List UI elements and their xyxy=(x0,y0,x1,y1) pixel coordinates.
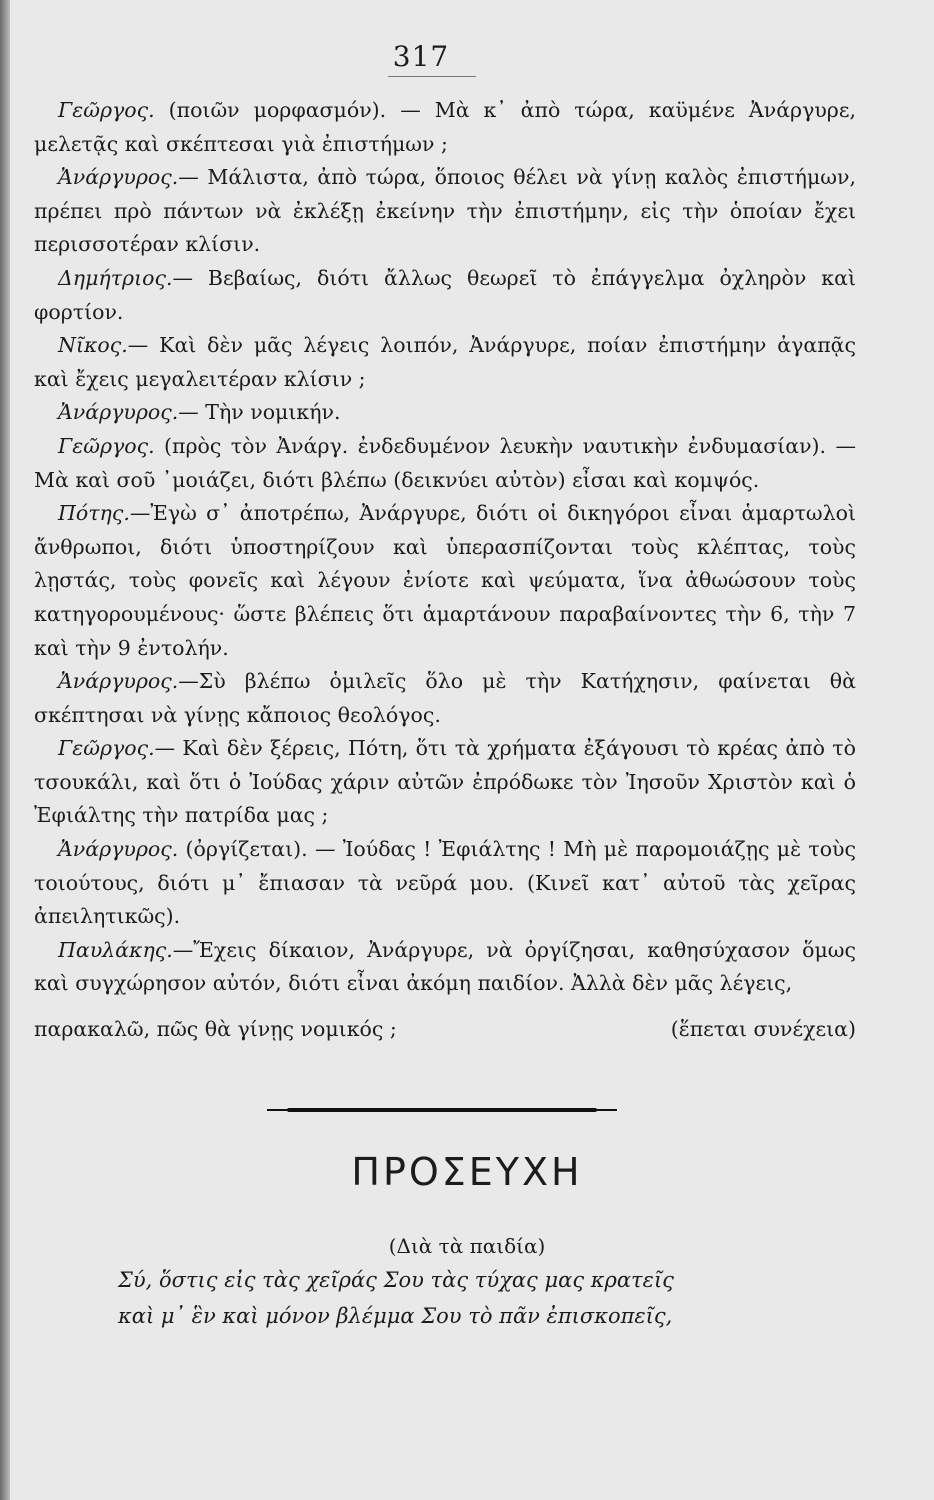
page-number: 317 xyxy=(392,40,450,73)
book-binding-edge xyxy=(0,0,10,1500)
speech-text: —Ἐγὼ σ᾽ ἀποτρέπω, Ἀνάργυρε, διότι οἱ δικηγόροι εἶναι ἁμαρτωλοὶ ἄνθρωποι, διότι ὑποστηρίζουν καὶ ὑπερασπίζονται τοὺς κλέπτας, τοὺς λῃστάς, τοὺς φονεῖς καὶ λέγουν ἐνίοτε καὶ ψεύματα, ἵνα ἀθωώσουν τοὺς κατηγορουμένους· ὥστε βλέπεις ὅτι ἁμαρτάνουν παραβαίνοντες τὴν 6, τὴν 7 καὶ τὴν 9 ἐντολήν. xyxy=(34,501,856,660)
dialogue-paragraph xyxy=(34,329,856,396)
speaker-name: Παυλάκης. xyxy=(58,937,173,962)
dialogue-paragraph xyxy=(34,497,856,665)
poem-line: καὶ μ᾽ ἓν καὶ μόνον βλέμμα Σου τὸ πᾶν ἐπισκοπεῖς, xyxy=(118,1304,673,1328)
speech-text: (ποιῶν μορφασμόν). — Μὰ κ᾽ ἀπὸ τώρα, καϋμένε Ἀνάργυρε, μελετᾷς καὶ σκέπτεσαι γιὰ ἐπιστήμων ; xyxy=(34,98,856,156)
speech-text: (ὀργίζεται). — Ἰούδας ! Ἐφιάλτης ! Μὴ μὲ παρομοιάζῃς μὲ τοὺς τοιούτους, διότι μ᾽ ἔπιασαν τὰ νεῦρά μου. (Κινεῖ κατ᾽ αὐτοῦ τὰς χεῖρας ἀπειλητικῶς). xyxy=(34,837,856,929)
speaker-name: Γεῶργος. xyxy=(58,736,155,761)
speaker-name: Γεῶργος. xyxy=(58,98,155,122)
speech-text: — Μάλιστα, ἀπὸ τώρα, ὅποιος θέλει νὰ γίνῃ καλὸς ἐπιστήμων, πρέπει πρὸ πάντων νὰ ἐκλέξῃ ἐκείνην τὴν ἐπιστήμην, εἰς τὴν ὁποίαν ἔχει περισσοτέραν κλίσιν. xyxy=(34,165,856,257)
speech-text: —Ἔχεις δίκαιον, Ἀνάργυρε, νὰ ὀργίζησαι, καθησύχασον ὅμως καὶ συγχώρησον αὐτόν, διότι εἶναι ἀκόμη παιδίον. Ἀλλὰ δὲν μᾶς λέγεις, xyxy=(34,937,856,996)
poem-title: ΠΡΟΣΕΥΧΗ xyxy=(351,1150,583,1194)
speaker-name: Ἀνάργυρος. xyxy=(58,165,179,190)
dialogue-paragraph xyxy=(34,430,856,497)
speech-text: — Τὴν νομικήν. xyxy=(178,400,341,425)
speech-text: — Καὶ δὲν μᾶς λέγεις λοιπόν, Ἀνάργυρε, ποίαν ἐπιστήμην ἀγαπᾷς καὶ ἔχεις μεγαλειτέραν κλίσιν ; xyxy=(34,333,856,391)
speaker-name: Πότης. xyxy=(58,501,130,526)
speech-text: — Καὶ δὲν ξέρεις, Πότη, ὅτι τὰ χρήματα ἐξάγουσι τὸ κρέας ἀπὸ τὸ τσουκάλι, καὶ ὅτι ὁ Ἰούδας χάριν αὐτῶν ἐπρόδωκε τὸν Ἰησοῦν Χριστὸν καὶ ὁ Ἐφιάλτης τὴν πατρίδα μας ; xyxy=(34,736,856,828)
dialogue-paragraph xyxy=(34,934,856,1001)
speech-text: — Βεβαίως, διότι ἄλλως θεωρεῖ τὸ ἐπάγγελμα ὀχληρὸν καὶ φορτίον. xyxy=(34,265,856,324)
continued-note: (ἕπεται συνέχεια) xyxy=(670,1017,856,1041)
dialogue-paragraph xyxy=(34,396,856,430)
closing-line: παρακαλῶ, πῶς θὰ γίνῃς νομικός ; xyxy=(34,1017,397,1041)
speaker-name: Δημήτριος. xyxy=(58,265,173,290)
page-number-rule xyxy=(388,76,476,77)
speaker-name: Ἀνάργυρος. xyxy=(58,837,179,862)
closing-line-row xyxy=(34,1013,856,1047)
speaker-name: Ἀνάργυρος. xyxy=(58,669,179,694)
dialogue-paragraph xyxy=(34,94,856,161)
dialogue-paragraph xyxy=(34,262,856,329)
speech-text: —Σὺ βλέπω ὁμιλεῖς ὅλο μὲ τὴν Κατήχησιν, φαίνεται θὰ σκέπτησαι νὰ γίνῃς κἄποιος θεολόγος. xyxy=(34,669,856,727)
dialogue-paragraph xyxy=(34,732,856,833)
section-divider xyxy=(287,1108,597,1112)
poem-line: Σύ, ὅστις εἰς τὰς χεῖράς Σου τὰς τύχας μας κρατεῖς xyxy=(118,1268,674,1292)
dialogue-paragraph xyxy=(34,161,856,262)
dialogue-paragraph xyxy=(34,665,856,732)
dialogue-text xyxy=(34,94,856,1001)
speaker-name: Ἀνάργυρος. xyxy=(58,400,179,425)
dialogue-paragraph xyxy=(34,833,856,934)
speaker-name: Γεῶργος. xyxy=(58,433,155,458)
speech-text: (πρὸς τὸν Ἀνάργ. ἐνδεδυμένον λευκὴν ναυτικὴν ἐνδυμασίαν). —Μὰ καὶ σοῦ ᾽μοιάζει, διότι βλέπω (δεικνύει αὐτὸν) εἶσαι καὶ κομψός. xyxy=(34,433,856,492)
speaker-name: Νῖκος. xyxy=(58,333,128,358)
poem-subtitle: (Διὰ τὰ παιδία) xyxy=(388,1234,546,1258)
